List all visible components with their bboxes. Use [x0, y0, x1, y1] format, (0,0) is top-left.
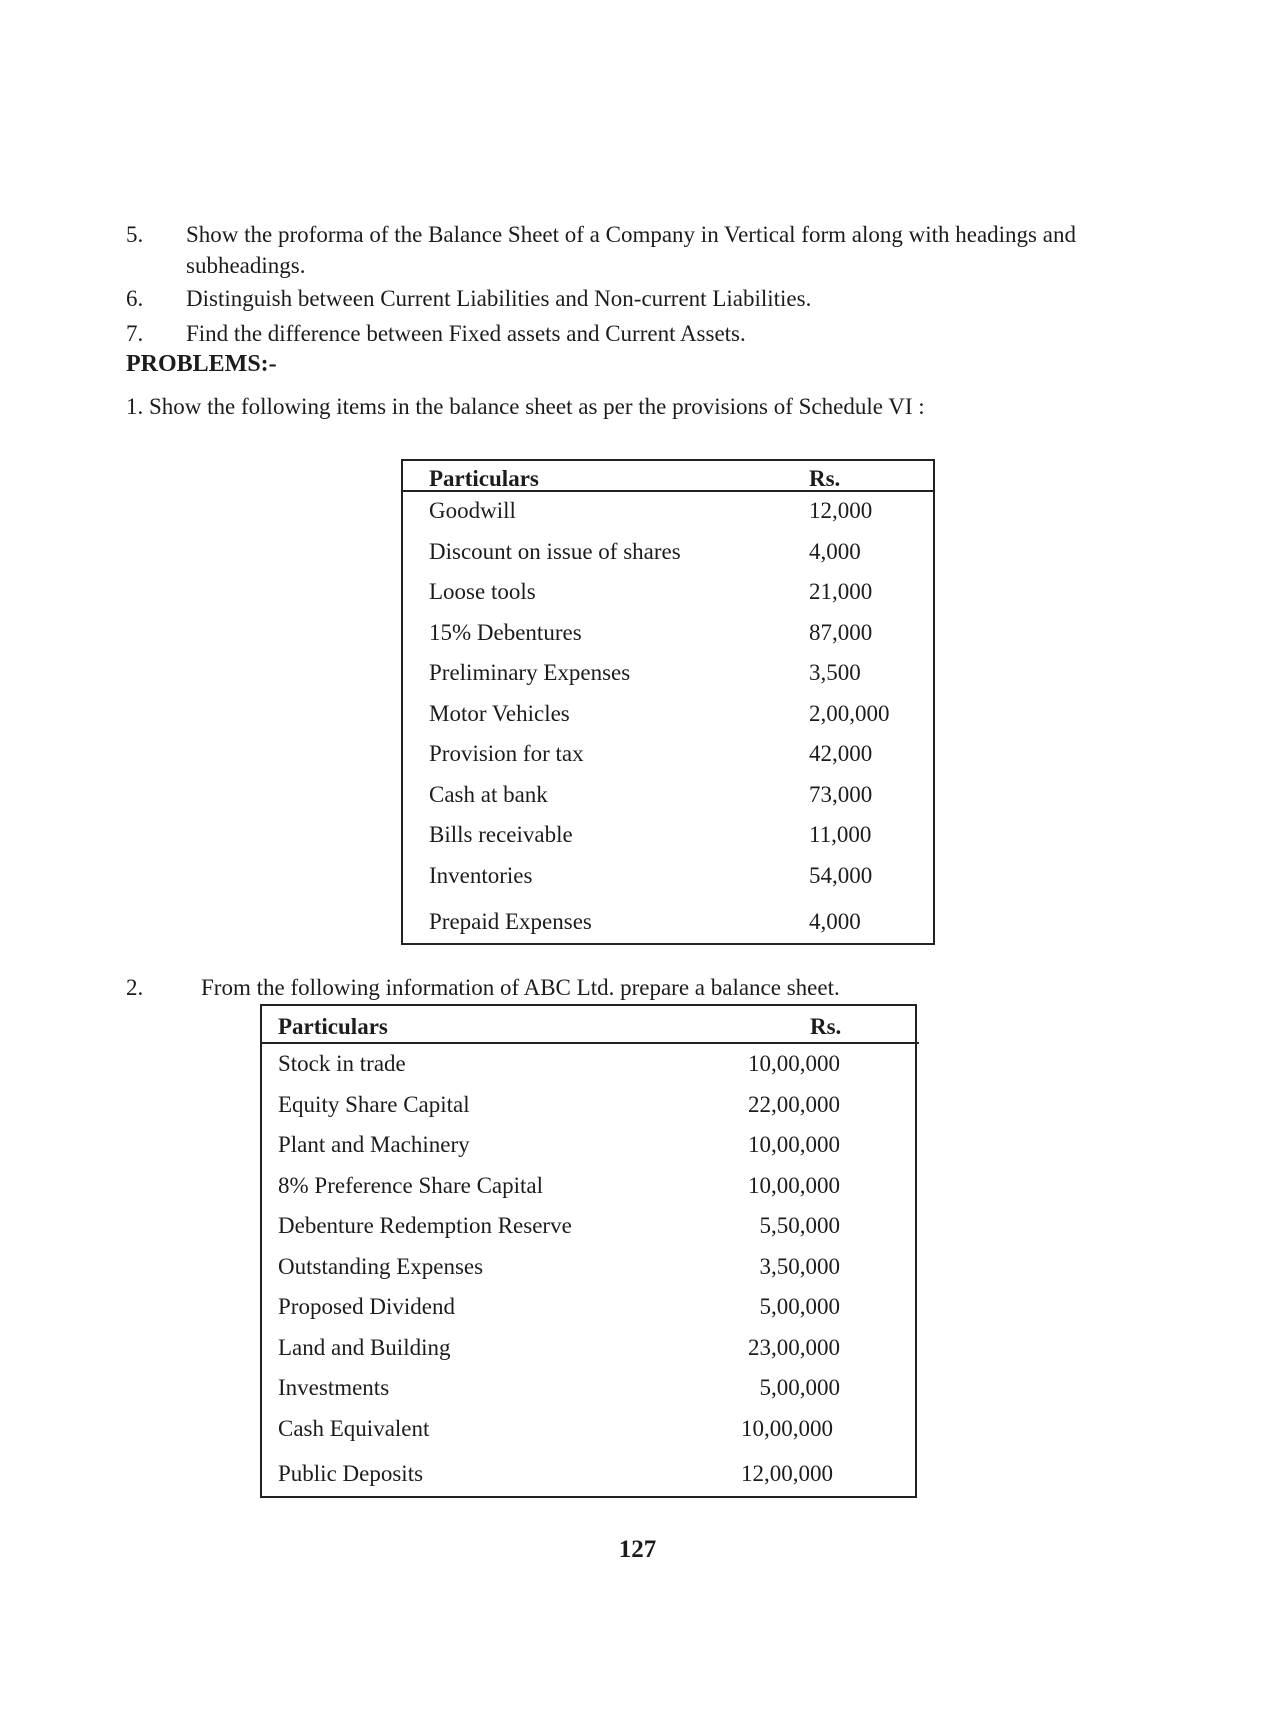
header-rule [262, 1042, 919, 1044]
table-row-amount: 10,00,000 [748, 1132, 840, 1157]
question-7 [126, 318, 1156, 350]
header-particulars: Particulars [429, 466, 539, 491]
table-row-item: Equity Share Capital [278, 1091, 470, 1117]
header-amount: Rs. [810, 1014, 842, 1039]
header-amount: Rs. [809, 466, 841, 491]
table-row-item: Loose tools [429, 579, 536, 604]
problem-1-table [401, 459, 935, 945]
table-row-amount: 10,00,000 [748, 1172, 840, 1198]
table-row-amount: 11,000 [809, 822, 872, 847]
table-row-item: Land and Building [278, 1334, 451, 1360]
header-particulars: Particulars [278, 1014, 388, 1039]
table-row-item: Motor Vehicles [429, 700, 570, 726]
table-row-item: Outstanding Expenses [278, 1253, 484, 1279]
table-row-item: Debenture Redemption Reserve [278, 1213, 572, 1238]
table-row-item: Bills receivable [429, 822, 573, 847]
problem-2-table [260, 1004, 917, 1498]
table-row-amount: 21,000 [809, 579, 873, 604]
table-row-item: Proposed Dividend [278, 1294, 455, 1319]
table-row-item: Preliminary Expenses [429, 660, 631, 685]
table-row-amount: 87,000 [809, 619, 873, 645]
table-row-amount: 3,50,000 [759, 1253, 840, 1279]
table-row-amount: 73,000 [809, 781, 873, 807]
table-row-item: Provision for tax [429, 741, 584, 766]
table-row-amount: 2,00,000 [809, 700, 890, 726]
table-row-amount: 54,000 [809, 862, 873, 888]
table-row-amount: 10,00,000 [748, 1051, 840, 1076]
table-row-amount: 3,500 [809, 660, 861, 685]
question-text-continued: subheadings. [186, 253, 306, 278]
problem-2-intro [126, 972, 1156, 1004]
question-number: 6. [126, 286, 144, 311]
question-text: Show the proforma of the Balance Sheet of a Company in Vertical form along with headings and [186, 222, 1076, 247]
table-row-amount: 12,00,000 [741, 1461, 833, 1486]
table-row-amount: 5,00,000 [759, 1294, 840, 1319]
table-row-amount: 4,000 [809, 909, 861, 934]
table-row-amount: 10,00,000 [741, 1415, 833, 1441]
header-rule [403, 490, 933, 492]
table-row-amount: 5,50,000 [759, 1213, 840, 1238]
table-row-amount: 5,00,000 [759, 1375, 840, 1400]
problem-number: 2. [126, 975, 144, 1000]
page-number: 127 [618, 1536, 657, 1563]
table-row-item: Investments [278, 1375, 390, 1400]
problems-heading: PROBLEMS:- [126, 351, 277, 377]
table-row-item: Stock in trade [278, 1051, 406, 1076]
problem-2-text: From the following information of ABC Ltd. prepare a balance sheet. [201, 975, 840, 1000]
table-row-amount: 22,00,000 [748, 1091, 840, 1117]
question-number: 5. [126, 222, 144, 247]
table-row-item: Prepaid Expenses [429, 909, 592, 934]
table-row-amount: 23,00,000 [748, 1334, 840, 1360]
table-row-item: Cash at bank [429, 781, 548, 807]
table-row-amount: 42,000 [809, 741, 873, 766]
table-row-item: 8% Preference Share Capital [278, 1172, 544, 1198]
question-number: 7. [126, 321, 144, 346]
question-text: Distinguish between Current Liabilities and Non-current Liabilities. [186, 286, 812, 311]
table-row-item: Discount on issue of shares [429, 538, 681, 564]
table-row-item: Public Deposits [278, 1461, 424, 1486]
question-6 [126, 283, 1156, 315]
table-row-item: 15% Debentures [429, 619, 582, 645]
table-row-amount: 4,000 [809, 538, 861, 564]
table-row-item: Plant and Machinery [278, 1132, 470, 1157]
table-row-item: Inventories [429, 862, 533, 888]
table-row-item: Cash Equivalent [278, 1415, 430, 1441]
question-5 [126, 219, 1156, 283]
question-text: Find the difference between Fixed assets and Current Assets. [186, 321, 746, 346]
table-row-item: Goodwill [429, 498, 516, 523]
table-row-amount: 12,000 [809, 498, 873, 523]
problem-1-intro: 1. Show the following items in the balance sheet as per the provisions of Schedule VI : [126, 394, 925, 419]
